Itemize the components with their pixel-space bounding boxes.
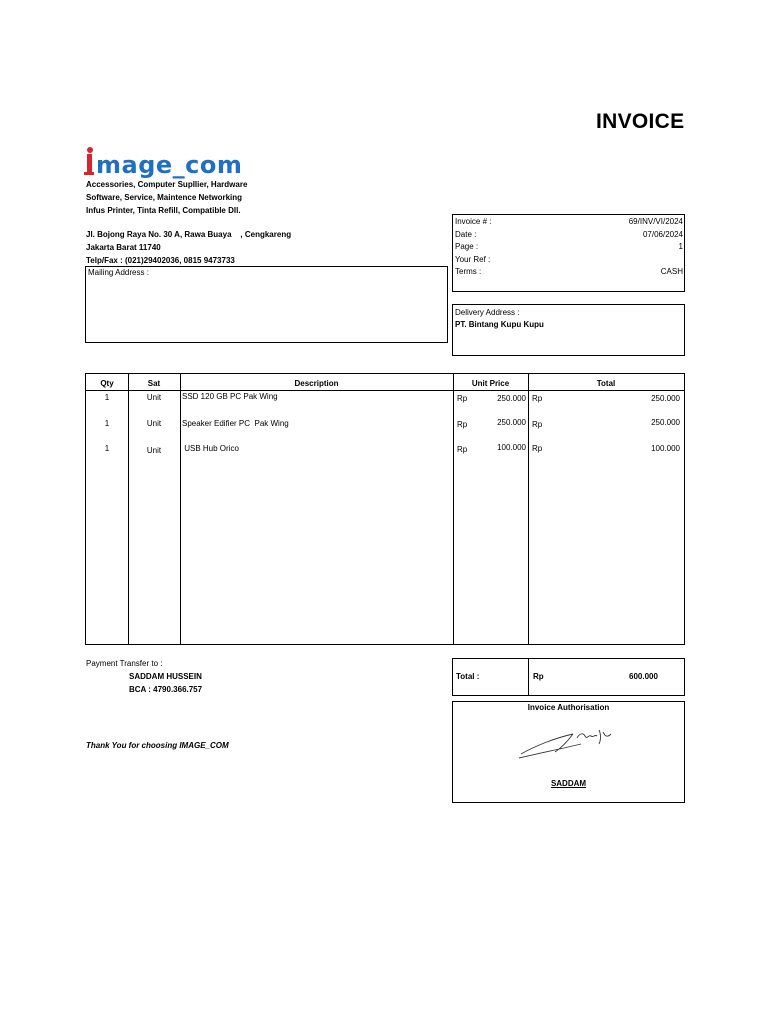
payment-account-name: SADDAM HUSSEIN <box>129 672 202 681</box>
header-unit-price: Unit Price <box>471 379 510 388</box>
row-qty: 1 <box>104 444 110 453</box>
row-total: 250.000 <box>651 418 680 427</box>
invoice-info-box <box>452 214 685 292</box>
company-tagline-1: Accessories, Computer Supllier, Hardware <box>86 180 248 189</box>
thank-you-note: Thank You for choosing IMAGE_COM <box>86 741 229 750</box>
invoice-title: INVOICE <box>596 110 685 133</box>
logo-i-icon <box>84 147 94 177</box>
company-phone: Telp/Fax : (021)29402036, 0815 9473733 <box>86 256 235 265</box>
row-description: USB Hub Orico <box>182 444 239 453</box>
company-tagline-2: Software, Service, Maintence Networking <box>86 193 243 202</box>
signature-icon <box>515 724 619 764</box>
authorisation-box <box>452 701 685 803</box>
total-value: 600.000 <box>629 672 658 681</box>
total-currency: Rp <box>533 672 544 681</box>
info-row-invoice <box>455 217 683 229</box>
header-sat: Sat <box>147 379 161 388</box>
row-qty: 1 <box>104 393 110 402</box>
row-unit-price: 100.000 <box>497 443 526 452</box>
signer-name: SADDAM <box>550 779 587 788</box>
header-description: Description <box>294 379 339 388</box>
your-ref-label: Your Ref : <box>455 255 491 264</box>
date-label: Date : <box>455 230 477 239</box>
total-divider <box>528 659 529 695</box>
invoice-number-label: Invoice # : <box>455 217 492 226</box>
row-total: 100.000 <box>651 444 680 453</box>
row-qty: 1 <box>104 419 110 428</box>
delivery-address-box <box>452 304 685 356</box>
company-logo <box>84 137 254 181</box>
column-divider <box>528 374 529 644</box>
row-total-currency: Rp <box>532 394 543 403</box>
total-label: Total : <box>456 672 480 681</box>
info-row-date <box>455 230 683 242</box>
row-unit-price-currency: Rp <box>457 420 468 429</box>
total-box <box>452 658 685 696</box>
date-value: 07/06/2024 <box>642 230 683 239</box>
payment-transfer-label: Payment Transfer to : <box>86 659 163 668</box>
authorisation-label: Invoice Authorisation <box>527 703 610 712</box>
terms-label: Terms : <box>455 267 482 276</box>
row-sat: Unit <box>146 419 162 428</box>
row-sat: Unit <box>146 446 162 455</box>
company-address-1: Jl. Bojong Raya No. 30 A, Rawa Buaya , Cengkareng <box>86 230 292 239</box>
row-unit-price-currency: Rp <box>457 394 468 403</box>
row-unit-price-currency: Rp <box>457 445 468 454</box>
info-row-page <box>455 242 683 254</box>
items-table <box>85 373 685 645</box>
payment-account-number: BCA : 4790.366.757 <box>129 685 203 694</box>
terms-value: CASH <box>660 267 683 276</box>
logo-text: mage_com <box>96 151 243 179</box>
row-description: SSD 120 GB PC Pak Wing <box>182 392 278 401</box>
row-total-currency: Rp <box>532 420 543 429</box>
mailing-address-box <box>85 266 448 343</box>
table-header-divider <box>86 390 684 391</box>
mailing-address-label: Mailing Address : <box>88 268 149 277</box>
company-tagline-3: Infus Printer, Tinta Refill, Compatible Dll. <box>86 206 241 215</box>
info-row-terms <box>455 267 683 279</box>
delivery-address-value: PT. Bintang Kupu Kupu <box>455 320 544 329</box>
row-total: 250.000 <box>651 394 680 403</box>
row-sat: Unit <box>146 393 162 402</box>
company-address-2: Jakarta Barat 11740 <box>86 243 161 252</box>
header-total: Total <box>596 379 616 388</box>
row-total-currency: Rp <box>532 444 543 453</box>
row-description: Speaker Edifier PC Pak Wing <box>182 419 289 428</box>
column-divider <box>128 374 129 644</box>
invoice-number-value: 69/INV/VI/2024 <box>628 217 683 226</box>
row-unit-price: 250.000 <box>497 418 526 427</box>
row-unit-price: 250.000 <box>497 394 526 403</box>
column-divider <box>180 374 181 644</box>
info-row-ref <box>455 255 683 267</box>
header-qty: Qty <box>100 379 114 388</box>
page-label: Page : <box>455 242 479 251</box>
delivery-address-label: Delivery Address : <box>455 308 520 317</box>
page-value: 1 <box>678 242 683 251</box>
column-divider <box>453 374 454 644</box>
